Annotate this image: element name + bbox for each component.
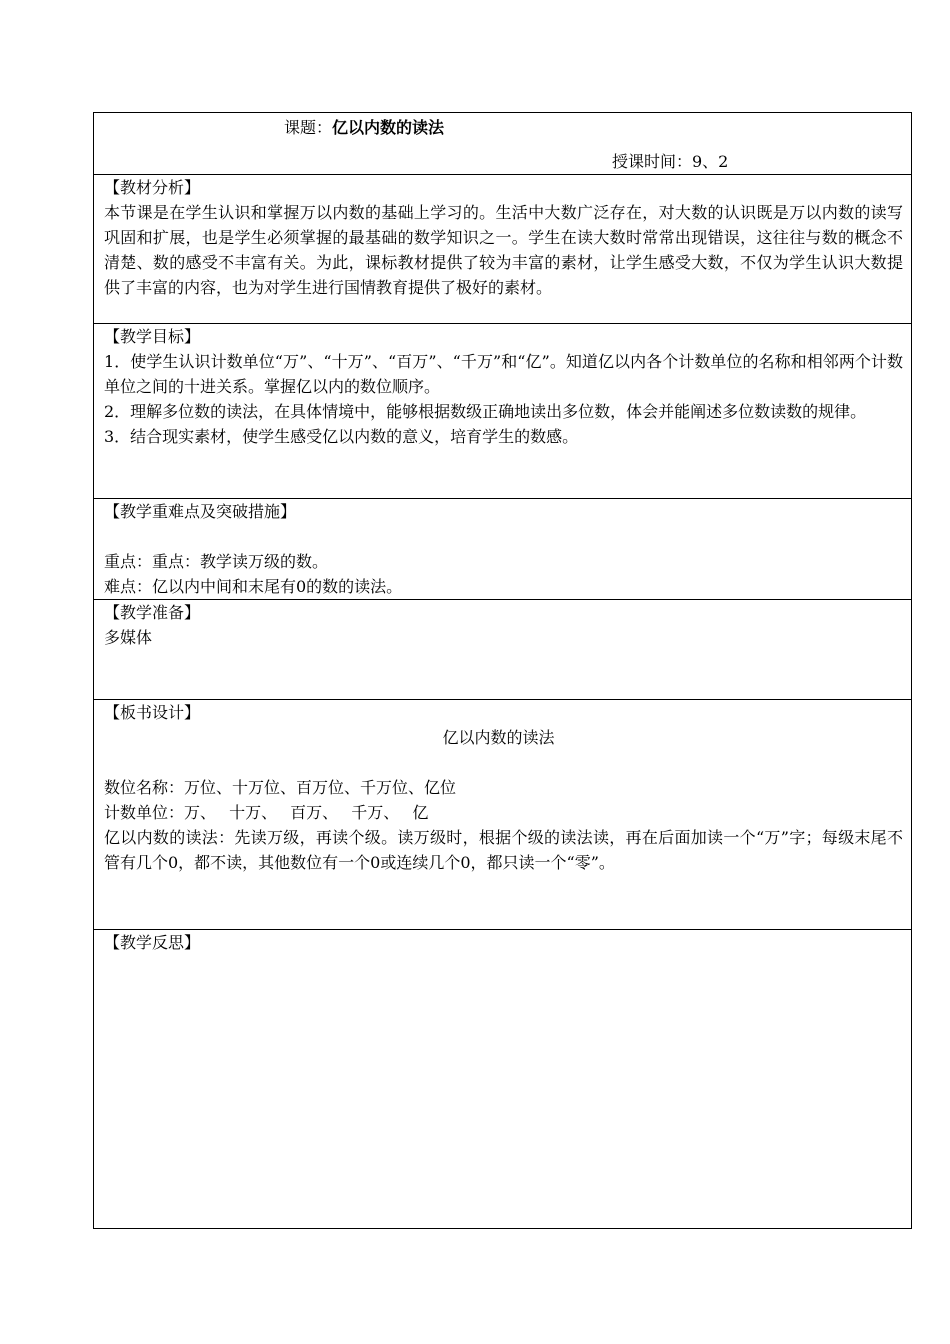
board-heading: 【板书设计】 (104, 703, 201, 722)
prep-section (94, 600, 911, 700)
board-section (94, 700, 911, 930)
board-title: 亿以内数的读法 (442, 728, 555, 747)
goals-section (94, 324, 911, 499)
goal-item-3: 3．结合现实素材，使学生感受亿以内数的意义，培育学生的数感。 (104, 427, 579, 446)
header-row (94, 113, 911, 175)
prep-body: 多媒体 (104, 628, 153, 647)
analysis-body: 本节课是在学生认识和掌握万以内数的基础上学习的。生活中大数广泛存在，对大数的认识既是万以内数的读写巩固和扩展，也是学生必须掌握的最基础的数学知识之一。学生在读大数时常常出现错误，这往往与数的概念不清楚、数的感受不丰富有关。为此，课标教材提供了较为丰富的素材，让学生感受大数，不仅为学生认识大数提供了丰富的内容，也为对学生进行国情教育提供了极好的素材。 (104, 203, 903, 297)
reflection-heading: 【教学反思】 (104, 933, 201, 952)
reflection-section (94, 930, 911, 1228)
topic-label: 课题： (284, 118, 333, 137)
board-rule: 亿以内数的读法：先读万级，再读个级。读万级时，根据个级的读法读，再在后面加读一个“万”字；每级末尾不管有几个0，都不读，其他数位有一个0或连续几个0，都只读一个“零”。 (104, 828, 903, 872)
keypoints-section (94, 499, 911, 600)
analysis-section (94, 175, 911, 324)
topic-line (284, 116, 444, 140)
keypoints-difficulty: 难点：亿以内中间和末尾有0的数的读法。 (104, 577, 403, 596)
board-places: 数位名称：万位、十万位、百万位、千万位、亿位 (104, 778, 457, 797)
prep-heading: 【教学准备】 (104, 603, 201, 622)
goal-item-2: 2．理解多位数的读法，在具体情境中，能够根据数级正确地读出多位数，体会并能阐述多位数读数的规律。 (104, 402, 867, 421)
analysis-heading: 【教材分析】 (104, 178, 201, 197)
lesson-plan-table (93, 112, 912, 1229)
board-units: 计数单位：万、 十万、 百万、 千万、 亿 (104, 803, 429, 822)
keypoints-focus: 重点：重点：教学读万级的数。 (104, 552, 329, 571)
goal-item-1: 1．使学生认识计数单位“万”、“十万”、“百万”、“千万”和“亿”。知道亿以内各个计数单位的名称和相邻两个计数单位之间的十进关系。掌握亿以内的数位顺序。 (104, 352, 903, 396)
lesson-time: 授课时间：9、2 (612, 152, 729, 171)
topic-title: 亿以内数的读法 (332, 118, 445, 137)
keypoints-heading: 【教学重难点及突破措施】 (104, 502, 297, 521)
goals-heading: 【教学目标】 (104, 327, 201, 346)
